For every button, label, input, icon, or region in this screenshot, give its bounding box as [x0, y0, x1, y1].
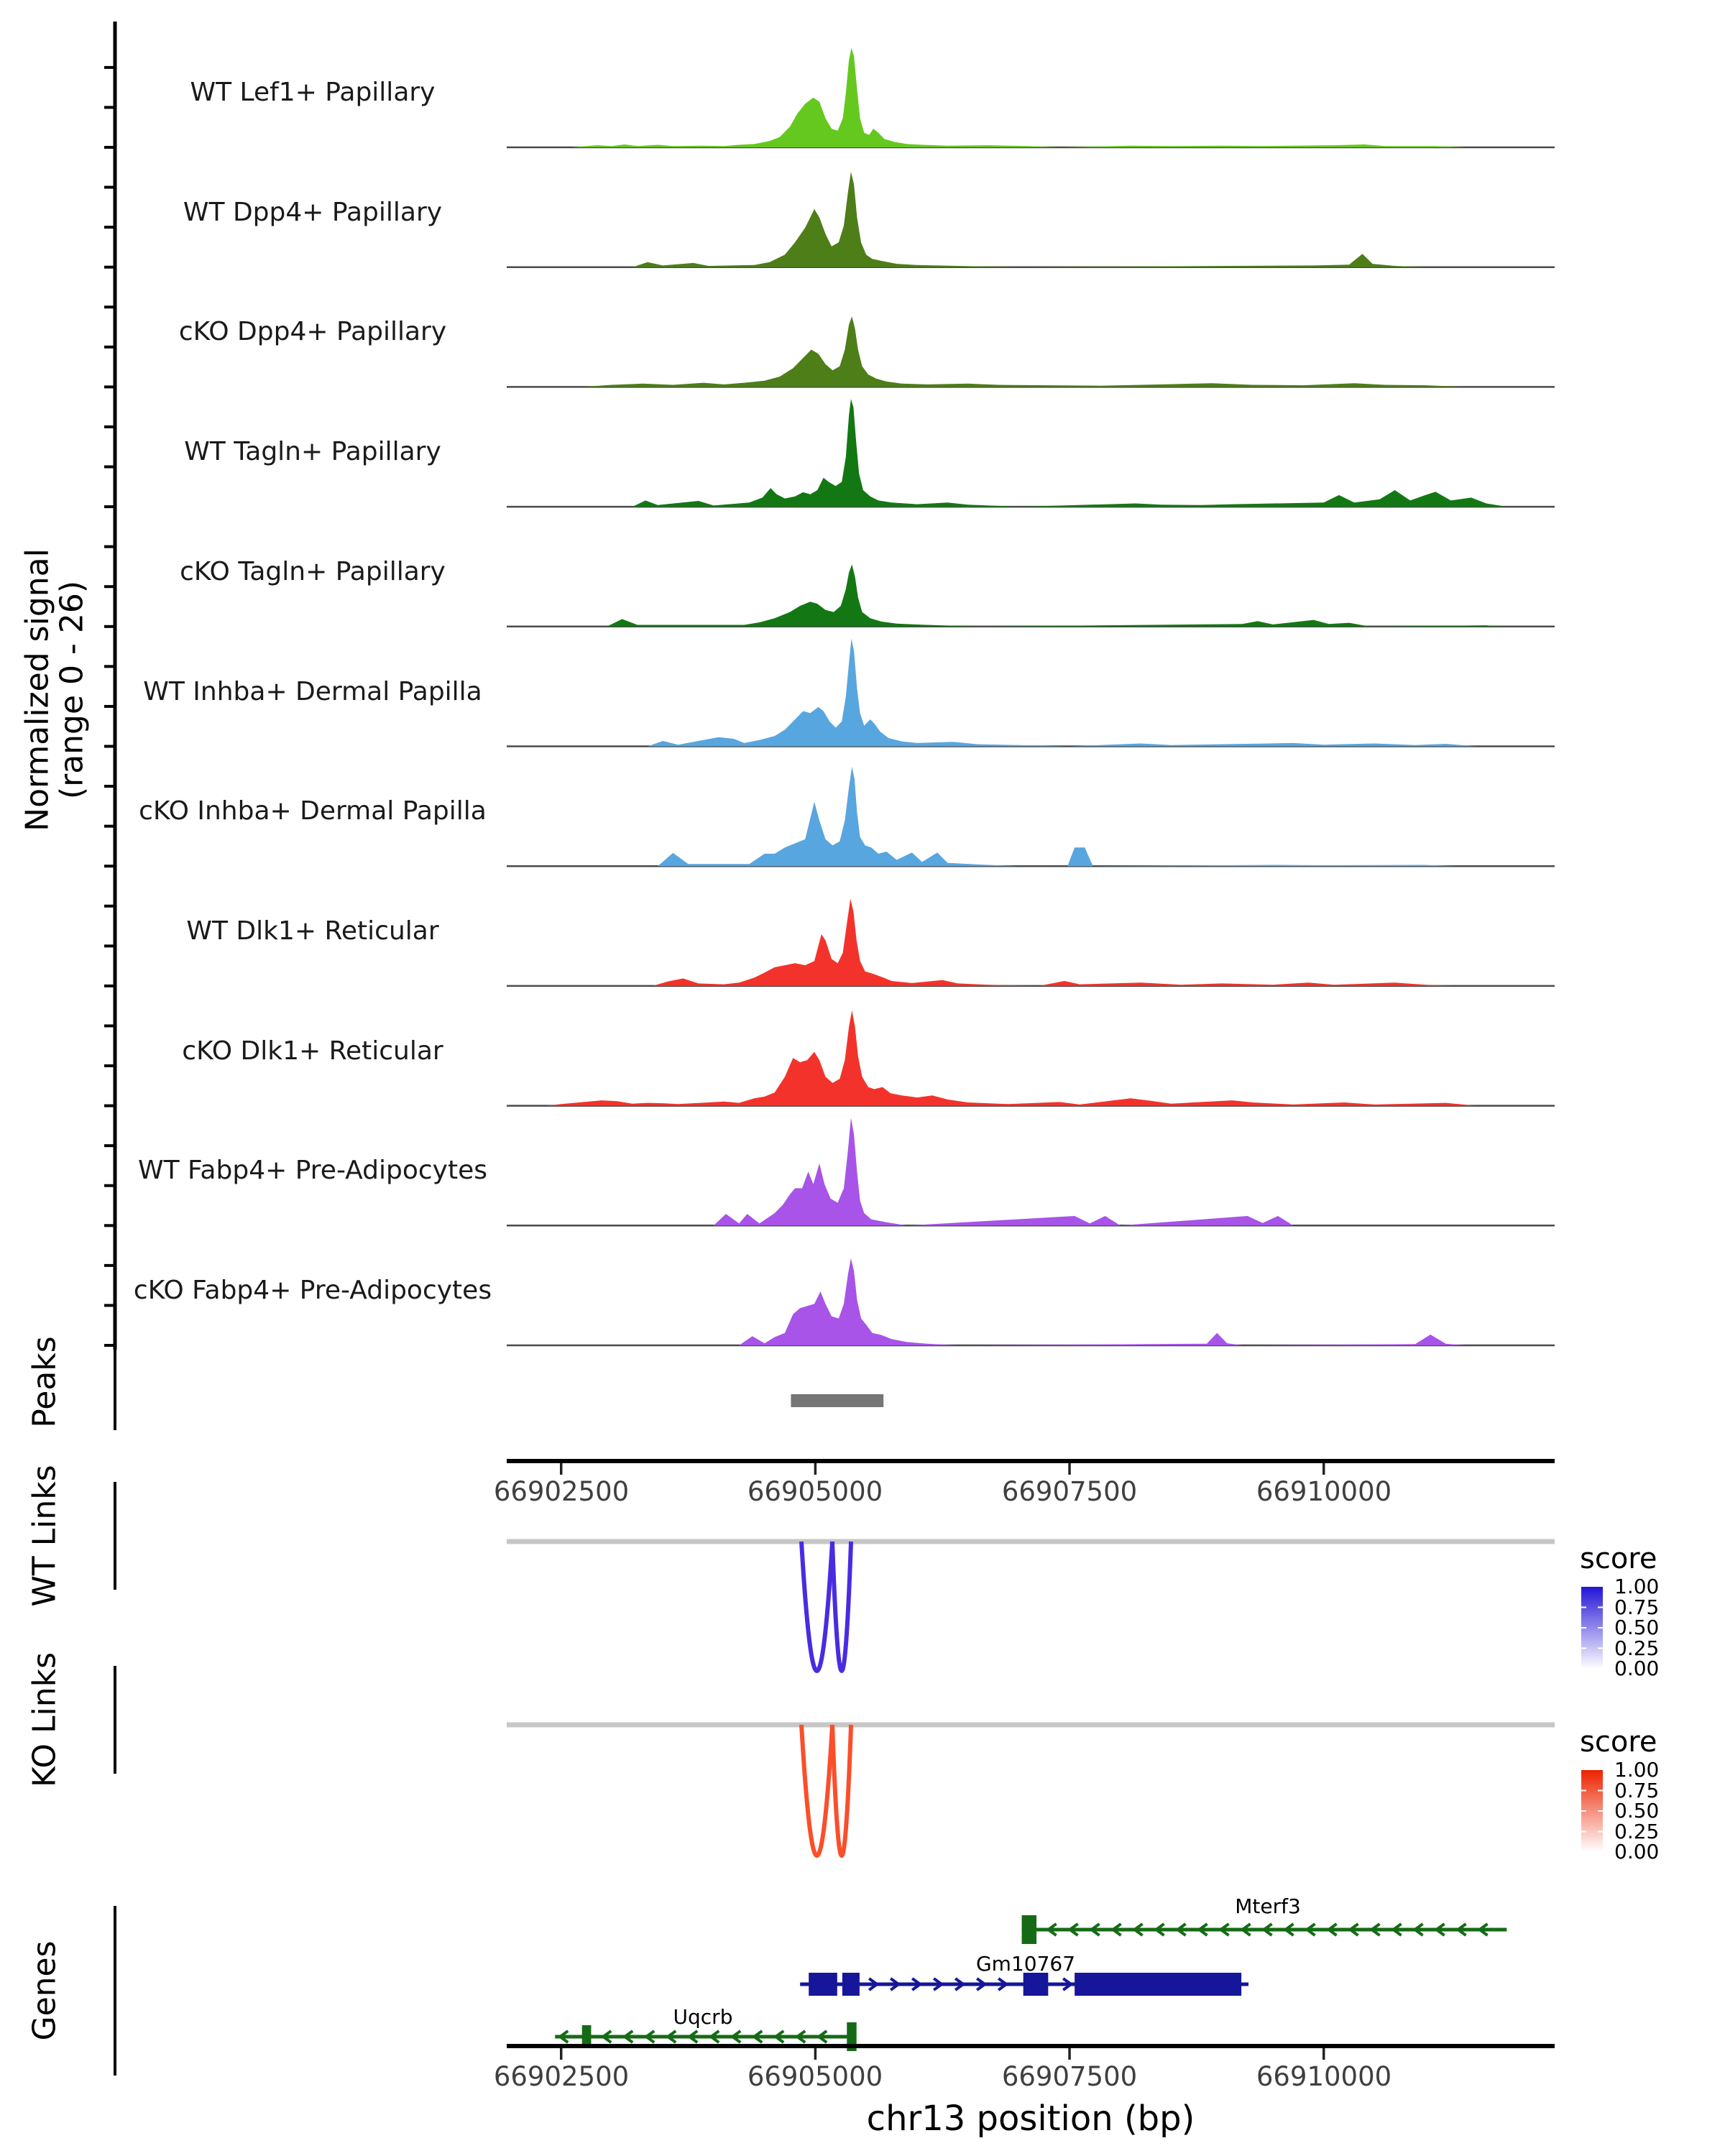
- coverage-area-9: [714, 1118, 1425, 1225]
- gene-label-mterf3: Mterf3: [1235, 1894, 1301, 1918]
- track-label-cko-dpp4: cKO Dpp4+ Papillary: [178, 317, 447, 346]
- coverage-area-7: [653, 899, 1456, 986]
- gene-label-gm10767: Gm10767: [975, 1952, 1076, 1976]
- wt-links-panel-label: WT Links: [26, 1465, 63, 1607]
- ko-legend-tick-100: 1.00: [1614, 1758, 1660, 1782]
- axis1-tick-66910000: 66910000: [1256, 1476, 1392, 1507]
- gene-exon-Mterf3: [1022, 1915, 1037, 1944]
- track-label-cko-tagln: cKO Tagln+ Papillary: [180, 557, 446, 586]
- axis2-tick-66910000: 66910000: [1256, 2061, 1392, 2092]
- coverage-area-3: [632, 399, 1507, 507]
- gene-exon-Gm10767: [842, 1973, 860, 1996]
- coverage-area-1: [632, 172, 1425, 267]
- coverage-area-4: [607, 564, 1501, 627]
- track-label-wt-dlk1: WT Dlk1+ Reticular: [186, 916, 439, 946]
- ko-link-arc: [801, 1725, 832, 1856]
- track-label-wt-inhba: WT Inhba+ Dermal Papilla: [143, 677, 482, 706]
- wt-legend-tick-100: 1.00: [1614, 1575, 1660, 1598]
- wt-link-arc: [832, 1542, 851, 1671]
- wt-legend-tick-000: 0.00: [1614, 1657, 1660, 1680]
- track-label-cko-fabp4: cKO Fabp4+ Pre-Adipocytes: [133, 1276, 492, 1305]
- track-label-cko-dlk1: cKO Dlk1+ Reticular: [182, 1036, 443, 1066]
- axis1-tick-66905000: 66905000: [747, 1476, 883, 1507]
- gene-label-uqcrb: Uqcrb: [673, 2005, 733, 2029]
- ko-links-panel-label: KO Links: [26, 1651, 63, 1788]
- peaks-panel-label: Peaks: [26, 1336, 63, 1428]
- ko-legend-tick-075: 0.75: [1614, 1779, 1660, 1802]
- coverage-area-10: [739, 1258, 1466, 1345]
- coverage-area-2: [581, 316, 1466, 387]
- wt-legend-tick-025: 0.25: [1614, 1636, 1660, 1660]
- axis1-tick-66902500: 66902500: [493, 1476, 630, 1507]
- track-label-wt-tagln: WT Tagln+ Papillary: [184, 437, 441, 466]
- peak-interval: [791, 1394, 883, 1407]
- coverage-area-8: [546, 1010, 1476, 1106]
- wt-score-legend-title: score: [1580, 1542, 1657, 1575]
- track-label-wt-fabp4: WT Fabp4+ Pre-Adipocytes: [138, 1156, 487, 1185]
- ko-legend-tick-000: 0.00: [1614, 1840, 1660, 1864]
- gene-exon-Gm10767: [1024, 1973, 1049, 1996]
- coverage-area-5: [648, 639, 1476, 747]
- gene-exon-Gm10767: [1075, 1973, 1241, 1996]
- wt-legend-tick-075: 0.75: [1614, 1595, 1660, 1619]
- coverage-area-0: [571, 48, 1466, 148]
- track-label-cko-inhba: cKO Inhba+ Dermal Papilla: [139, 796, 487, 826]
- x-axis-title: chr13 position (bp): [866, 2099, 1195, 2139]
- ko-score-legend-title: score: [1580, 1726, 1657, 1759]
- wt-link-arc: [801, 1542, 832, 1671]
- ko-legend-tick-025: 0.25: [1614, 1820, 1660, 1843]
- axis2-tick-66902500: 66902500: [493, 2061, 630, 2092]
- axis1-tick-66907500: 66907500: [1001, 1476, 1138, 1507]
- gene-exon-Gm10767: [809, 1973, 837, 1996]
- ko-link-arc: [832, 1725, 851, 1856]
- track-label-wt-lef1: WT Lef1+ Papillary: [190, 78, 436, 107]
- axis2-tick-66905000: 66905000: [747, 2061, 883, 2092]
- coverage-area-6: [658, 767, 1456, 867]
- y-axis-label-line1: Normalized signal: [19, 548, 56, 831]
- axis2-tick-66907500: 66907500: [1001, 2061, 1138, 2092]
- y-axis-label-line2: (range 0 - 26): [53, 580, 91, 800]
- genes-panel-label: Genes: [26, 1940, 63, 2041]
- ko-legend-tick-050: 0.50: [1614, 1799, 1660, 1823]
- wt-legend-tick-050: 0.50: [1614, 1616, 1660, 1639]
- track-label-wt-dpp4: WT Dpp4+ Papillary: [183, 198, 443, 227]
